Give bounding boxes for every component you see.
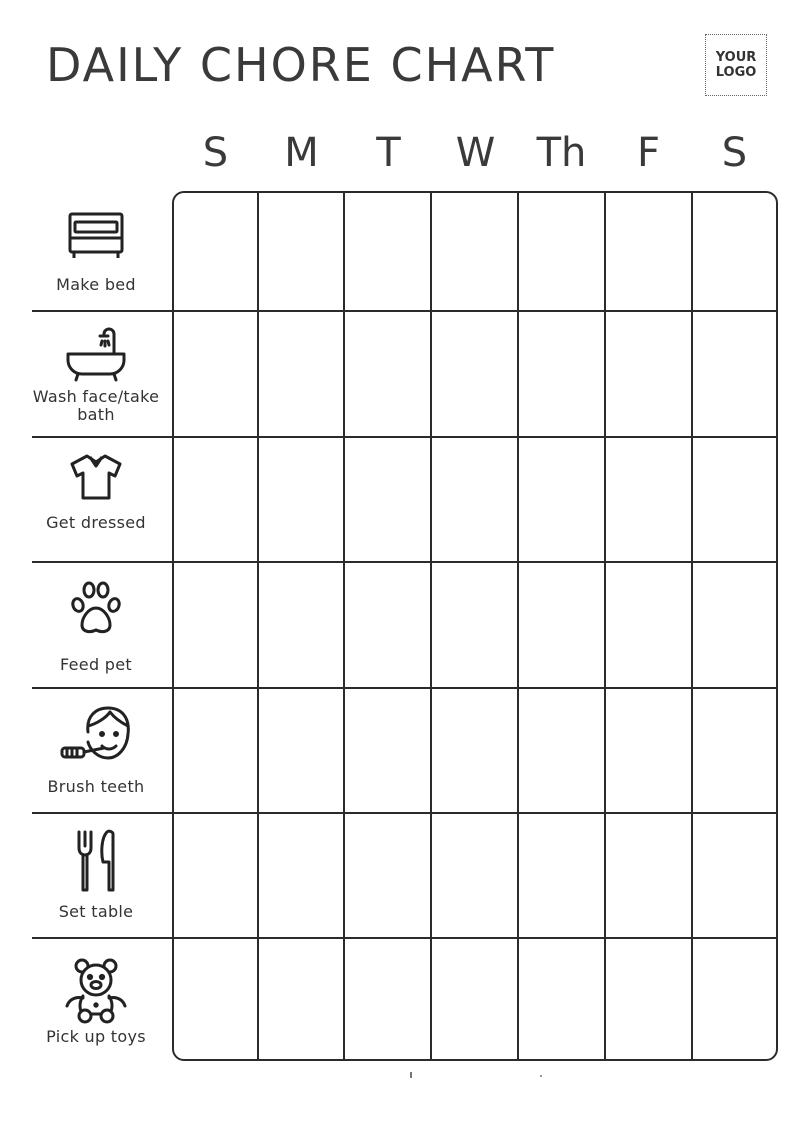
chore-label-feed-pet: Feed pet bbox=[60, 655, 132, 674]
bathtub-icon bbox=[64, 326, 128, 382]
page-title: DAILY CHORE CHART bbox=[46, 38, 556, 92]
grid-row-divider bbox=[32, 436, 778, 438]
grid-row-divider bbox=[32, 812, 778, 814]
grid-column-divider bbox=[257, 191, 259, 1061]
grid-row-divider bbox=[32, 561, 778, 563]
day-header-saturday: S bbox=[721, 130, 748, 176]
chore-row-pick-up-toys bbox=[20, 958, 172, 1046]
grid-column-divider bbox=[691, 191, 693, 1061]
chore-grid bbox=[172, 191, 778, 1061]
grid-column-divider bbox=[343, 191, 345, 1061]
chore-row-make-bed bbox=[20, 208, 172, 294]
grid-column-divider bbox=[430, 191, 432, 1061]
toothbrush-face-icon bbox=[58, 704, 134, 766]
logo-text-line2: LOGO bbox=[715, 65, 757, 80]
footer-dot bbox=[540, 1075, 542, 1077]
grid-row-divider bbox=[32, 687, 778, 689]
grid-column-divider bbox=[517, 191, 519, 1061]
chore-label-make-bed: Make bed bbox=[56, 275, 136, 294]
logo-placeholder bbox=[705, 34, 767, 96]
chore-row-brush-teeth bbox=[20, 704, 172, 796]
shirt-icon bbox=[68, 452, 124, 502]
grid-column-divider bbox=[604, 191, 606, 1061]
footer-mark bbox=[410, 1072, 412, 1078]
chore-label-get-dressed: Get dressed bbox=[46, 513, 146, 532]
chore-label-brush-teeth: Brush teeth bbox=[47, 777, 145, 796]
chore-label-set-table: Set table bbox=[58, 902, 134, 921]
bed-icon bbox=[66, 208, 126, 260]
day-header-thursday: Th bbox=[536, 130, 587, 176]
day-header-tuesday: T bbox=[376, 130, 401, 176]
day-header-sunday: S bbox=[202, 130, 229, 176]
paw-icon bbox=[70, 580, 122, 638]
chore-label-pick-up-toys: Pick up toys bbox=[46, 1027, 146, 1046]
grid-row-divider bbox=[32, 310, 778, 312]
day-header-wednesday: W bbox=[455, 130, 496, 176]
chore-row-wash bbox=[20, 326, 172, 424]
day-header-monday: M bbox=[284, 130, 319, 176]
day-header-friday: F bbox=[636, 130, 660, 176]
chore-row-set-table bbox=[20, 828, 172, 921]
teddy-bear-icon bbox=[61, 958, 131, 1024]
logo-text-line1: YOUR bbox=[715, 50, 757, 65]
chore-row-get-dressed bbox=[20, 452, 172, 532]
chore-row-feed-pet bbox=[20, 580, 172, 674]
grid-row-divider bbox=[32, 937, 778, 939]
day-header-row bbox=[172, 130, 778, 184]
chore-label-wash: Wash face/take bath bbox=[32, 387, 160, 424]
fork-knife-icon bbox=[71, 828, 121, 894]
